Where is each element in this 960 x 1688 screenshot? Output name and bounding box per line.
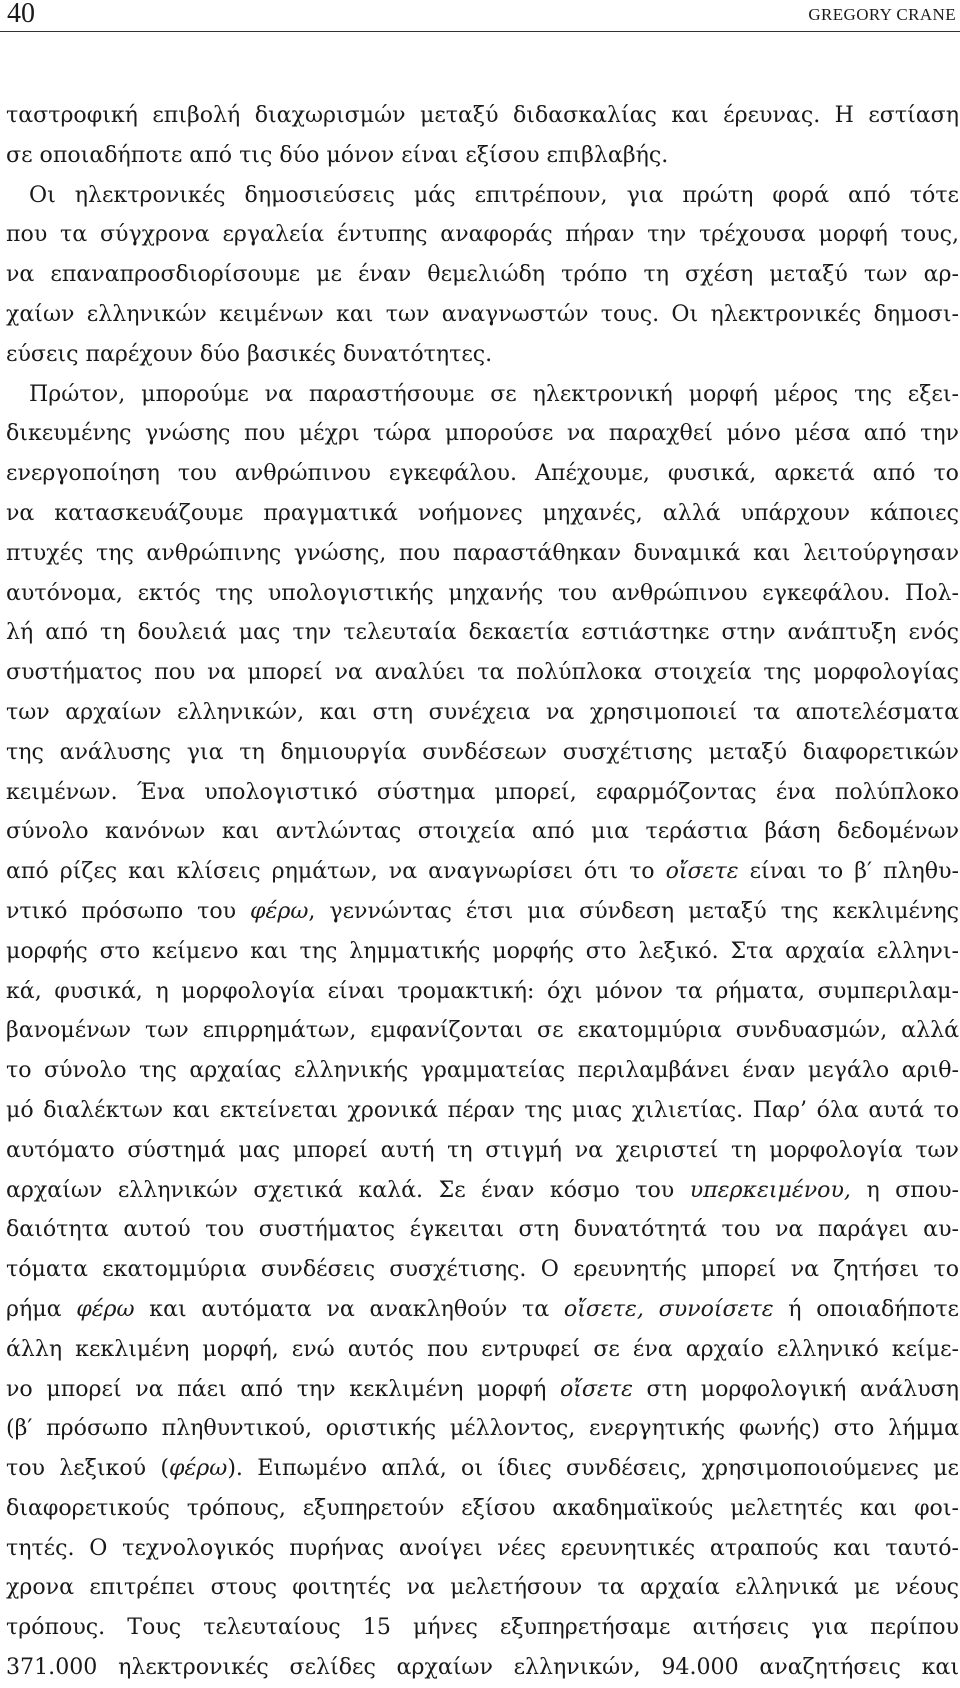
- text-span: λή από τη δουλειά μας την τελευταία δεκαετία εστιάστηκε στην ανάπτυξη ενός: [6, 619, 959, 646]
- text-span: τόματα εκατομμύρια συνδέσεις συσχέτισης. Ο ερευνητής μπορεί να ζητήσει το: [6, 1256, 959, 1283]
- text-span: της ανάλυσης για τη δημιουργία συνδέσεων συσχέτισης μεταξύ διαφορετικών: [6, 738, 959, 765]
- page-header: [0, 0, 960, 32]
- text-line: [6, 534, 959, 574]
- text-line: [6, 1449, 959, 1489]
- text-line: [6, 494, 959, 534]
- text-span: από ρίζες και κλίσεις ρημάτων, να αναγνωρίσει ότι το: [6, 858, 666, 885]
- text-span: να κατασκευάζουμε πραγματικά νοήμονες μηχανές, αλλά υπάρχουν κάποιες: [6, 499, 959, 526]
- text-line: [6, 852, 959, 892]
- text-span: η σπου-: [850, 1176, 959, 1203]
- text-line: [6, 574, 959, 614]
- italic-word: οἴσετε: [665, 858, 739, 885]
- text-line: [6, 693, 959, 733]
- text-span: τρόπους. Τους τελευταίους 15 μήνες εξυπηρετήσαμε αιτήσεις για περίπου: [6, 1614, 959, 1641]
- text-line: [6, 1290, 959, 1330]
- text-line: [6, 812, 959, 852]
- text-span: ). Ειπωμένο απλά, οι ίδιες συνδέσεις, χρησιμοποιούμενες με: [227, 1455, 959, 1482]
- text-span: αυτόματο σύστημά μας μπορεί αυτή τη στιγμή να χειριστεί τη μορφολογία των: [6, 1136, 959, 1163]
- text-line: [6, 96, 959, 136]
- text-span: σε οποιαδήποτε από τις δύο μόνον είναι εξίσου επιβλαβής.: [6, 141, 669, 168]
- text-line: [6, 255, 959, 295]
- text-line: [6, 414, 959, 454]
- text-line: [6, 1011, 959, 1051]
- text-line: [6, 1370, 959, 1410]
- text-line: [6, 176, 959, 216]
- italic-word: φέρω: [168, 1455, 228, 1482]
- text-line: [6, 892, 959, 932]
- header-rule: [0, 31, 960, 32]
- text-line: [6, 295, 959, 335]
- text-span: σύνολο κανόνων και αντλώντας στοιχεία από μια τεράστια βάση δεδομένων: [6, 818, 959, 845]
- text-line: [6, 1608, 959, 1648]
- text-span: (β′ πρόσωπο πληθυντικού, οριστικής μέλλοντος, ενεργητικής φωνής) στο λήμμα: [6, 1415, 959, 1442]
- text-line: [6, 1131, 959, 1171]
- text-span: ντικό πρόσωπο του: [6, 897, 251, 924]
- italic-word: οἴσετε: [559, 1375, 633, 1402]
- text-line: [6, 1051, 959, 1091]
- text-line: [6, 613, 959, 653]
- text-span: τητές. Ο τεχνολογικός πυρήνας ανοίγει νέες ερευνητικές ατραπούς και ταυτό-: [6, 1534, 959, 1561]
- text-span: 371.000 ηλεκτρονικές σελίδες αρχαίων ελληνικών, 94.000 αναζητήσεις και: [6, 1654, 959, 1681]
- text-line: [6, 733, 959, 773]
- text-span: ενεργοποίηση του ανθρώπινου εγκεφάλου. Απέχουμε, φυσικά, αρκετά από το: [6, 460, 959, 487]
- text-line: [6, 932, 959, 972]
- text-span: των αρχαίων ελληνικών, και στη συνέχεια να χρησιμοποιεί τα αποτελέσματα: [6, 698, 959, 725]
- text-line: [6, 1648, 959, 1688]
- text-line: [6, 1568, 959, 1608]
- italic-word: φέρω: [250, 897, 309, 924]
- text-line: [6, 1250, 959, 1290]
- text-span: βανομένων των επιρρημάτων, εμφανίζονται σε εκατομμύρια συνδυασμών, αλλά: [6, 1017, 959, 1044]
- text-span: του λεξικού (: [6, 1455, 169, 1482]
- running-head-author: GREGORY CRANE: [808, 5, 956, 24]
- text-span: συστήματος που να μπορεί να αναλύει τα πολύπλοκα στοιχεία της μορφολογίας: [6, 659, 959, 686]
- text-span: Οι ηλεκτρονικές δημοσιεύσεις μάς επιτρέπουν, για πρώτη φορά από τότε: [29, 181, 959, 208]
- text-span: μορφής στο κείμενο και της λημματικής μορφής στο λεξικό. Στα αρχαία ελληνι-: [6, 937, 959, 964]
- text-span: ρήμα: [6, 1295, 77, 1322]
- text-span: το σύνολο της αρχαίας ελληνικής γραμματείας περιλαμβάνει έναν μεγάλο αριθ-: [6, 1057, 959, 1084]
- text-span: δαιότητα αυτού του συστήματος έγκειται στη δυνατότητά του να παράγει αυ-: [6, 1216, 959, 1243]
- text-span: πτυχές της ανθρώπινης γνώσης, που παραστάθηκαν δυναμικά και λειτούργησαν: [6, 539, 959, 566]
- text-line: [6, 773, 959, 813]
- text-span: κειμένων. Ένα υπολογιστικό σύστημα μπορεί, εφαρμόζοντας ένα πολύπλοκο: [6, 778, 959, 805]
- text-span: χρονα επιτρέπει στους φοιτητές να μελετήσουν τα αρχαία ελληνικά με νέους: [6, 1574, 959, 1601]
- text-line: [6, 375, 959, 415]
- text-span: που τα σύγχρονα εργαλεία έντυπης αναφοράς πήραν την τρέχουσα μορφή τους,: [6, 221, 959, 248]
- text-span: στη μορφολογική ανάλυση: [632, 1375, 959, 1402]
- text-line: [6, 972, 959, 1012]
- text-span: μό διαλέκτων και εκτείνεται χρονικά πέραν της μιας χιλιετίας. Παρ’ όλα αυτά το: [6, 1096, 959, 1123]
- page-number: 40: [7, 0, 35, 29]
- text-line: [6, 1091, 959, 1131]
- text-span: είναι το β′ πληθυ-: [738, 858, 959, 885]
- text-span: αρχαίων ελληνικών σχετικά καλά. Σε έναν κόσμο του: [6, 1176, 690, 1203]
- text-span: αυτόνομα, εκτός της υπολογιστικής μηχανής του ανθρώπινου εγκεφάλου. Πολ-: [6, 579, 959, 606]
- text-span: ή οποιαδήποτε: [773, 1295, 959, 1322]
- italic-word: φέρω: [76, 1295, 135, 1322]
- text-span: διαφορετικούς τρόπους, εξυπηρετούν εξίσου ακαδημαϊκούς μελετητές και φοι-: [6, 1494, 959, 1521]
- text-span: ταστροφική επιβολή διαχωρισμών μεταξύ διδασκαλίας και έρευνας. Η εστίαση: [6, 102, 959, 128]
- text-span: δικευμένης γνώσης που μέχρι τώρα μπορούσε να παραχθεί μόνο μέσα από την: [6, 420, 959, 447]
- text-line: [6, 1330, 959, 1370]
- text-line: [6, 653, 959, 693]
- text-span: νο μπορεί να πάει από την κεκλιμένη μορφή: [6, 1375, 560, 1402]
- text-line: [6, 1489, 959, 1529]
- text-span: άλλη κεκλιμένη μορφή, ενώ αυτός που εντρυφεί σε ένα αρχαίο ελληνικό κείμε-: [6, 1335, 959, 1362]
- text-line: [6, 215, 959, 255]
- text-span: εύσεις παρέχουν δύο βασικές δυνατότητες.: [6, 340, 493, 367]
- body-text: [6, 96, 959, 1688]
- text-line: [6, 335, 959, 375]
- text-line: [6, 136, 959, 176]
- italic-word: οἴσετε, συνοίσετε: [563, 1295, 774, 1322]
- text-span: να επαναπροσδιορίσουμε με έναν θεμελιώδη τρόπο τη σχέση μεταξύ των αρ-: [6, 261, 959, 288]
- text-line: [6, 454, 959, 494]
- text-line: [6, 1409, 959, 1449]
- text-line: [6, 1210, 959, 1250]
- text-line: [6, 1171, 959, 1211]
- text-span: , γεννώντας έτσι μια σύνδεση μεταξύ της κεκλιμένης: [308, 897, 959, 924]
- italic-word: υπερκειμένου,: [689, 1176, 851, 1203]
- text-span: και αυτόματα να ανακληθούν τα: [134, 1295, 564, 1322]
- text-line: [6, 1529, 959, 1569]
- text-span: Πρώτον, μπορούμε να παραστήσουμε σε ηλεκτρονική μορφή μέρος της εξει-: [29, 380, 959, 407]
- text-span: χαίων ελληνικών κειμένων και των αναγνωστών τους. Οι ηλεκτρονικές δημοσι-: [6, 300, 959, 327]
- text-span: κά, φυσικά, η μορφολογία είναι τρομακτική: όχι μόνον τα ρήματα, συμπεριλαμ-: [6, 977, 959, 1004]
